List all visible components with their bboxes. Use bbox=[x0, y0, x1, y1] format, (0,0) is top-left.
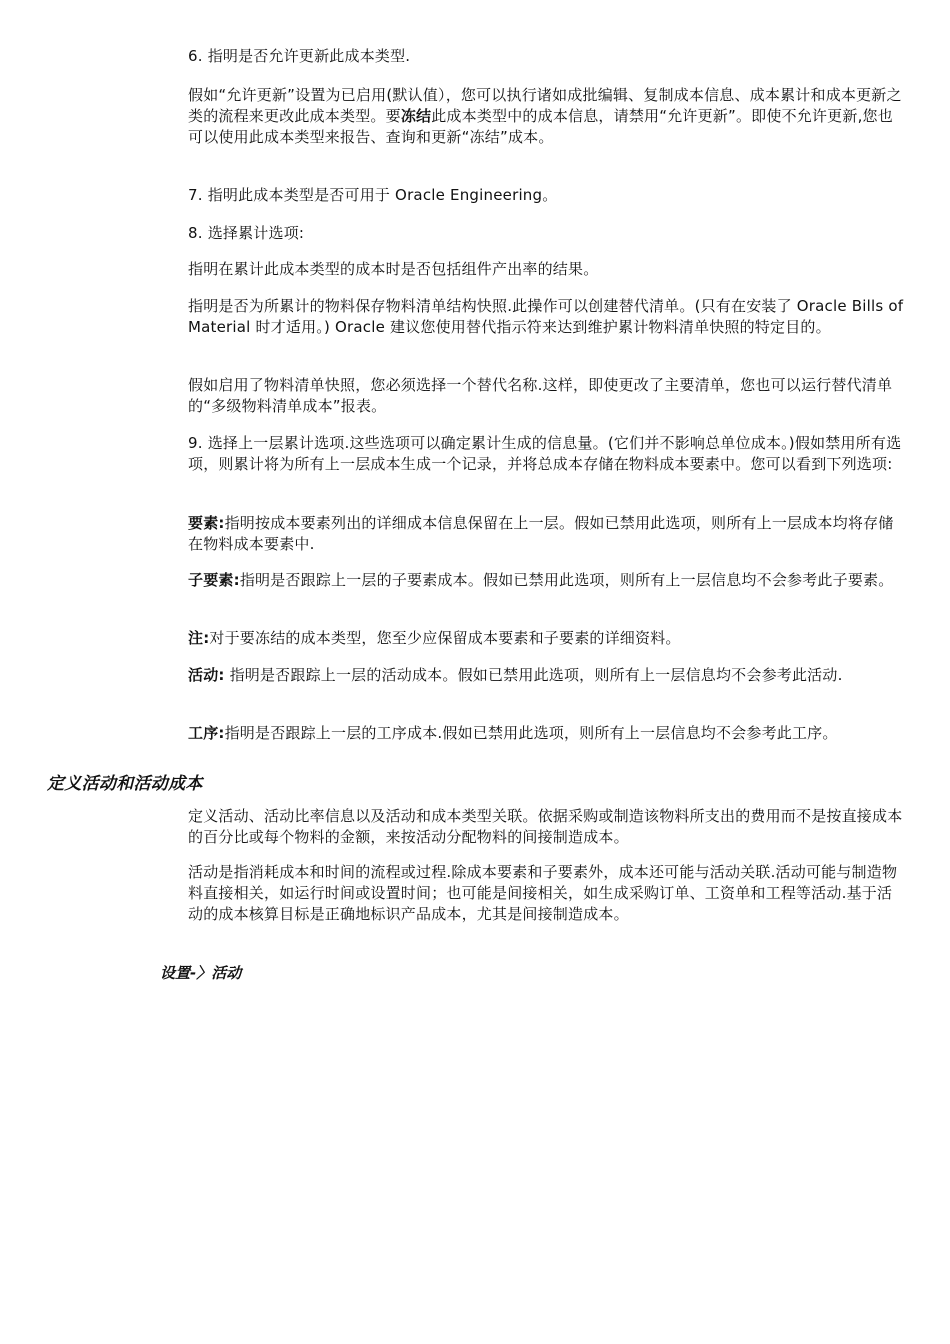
option-text: 指明是否跟踪上一层的工序成本.假如已禁用此选项，则所有上一层信息均不会参考此工序。 bbox=[224, 724, 838, 742]
step-7 bbox=[188, 185, 904, 206]
option-operation bbox=[188, 723, 904, 744]
step-number: 6. bbox=[188, 47, 203, 65]
option-note bbox=[188, 628, 904, 649]
step-text: 选择上一层累计选项.这些选项可以确定累计生成的信息量。(它们并不影响总单位成本。)假如禁用所有选项，则累计将为所有上一层成本生成一个记录，并将总成本存储在物料成本要素中。您可以看到下列选项: bbox=[188, 434, 902, 473]
option-element bbox=[188, 513, 904, 555]
step-text: 指明是否允许更新此成本类型. bbox=[207, 47, 411, 65]
step-8-para-3: 假如启用了物料清单快照，您必须选择一个替代名称.这样，即使更改了主要清单，您也可以运行替代清单的“多级物料清单成本”报表。 bbox=[188, 376, 893, 415]
step-8-para-1: 指明在累计此成本类型的成本时是否包括组件产出率的结果。 bbox=[188, 260, 599, 278]
detail-text: 假如“允许更新”设置为已启用(默认值），您可以执行诸如成批编辑、复制成本信息、成本累计和成本更新之类的流程来更改此成本类型。要 bbox=[188, 86, 902, 125]
option-label: 要素: bbox=[188, 514, 225, 532]
section-para-2: 活动是指消耗成本和时间的流程或过程.除成本要素和子要素外，成本还可能与活动关联.活动可能与制造物料直接相关，如运行时间或设置时间；也可能是间接相关，如生成采购订单、工资单和工程等活动.基于活动的成本核算目标是正确地标识产品成本，尤其是间接制造成本。 bbox=[188, 863, 898, 923]
detail-text: 此成本类型中的成本信息，请禁用“允许更新”。即使不允许更新,您也可以使用此成本类型来报告、查询和更新“冻结”成本。 bbox=[188, 107, 893, 146]
step-text: 指明此成本类型是否可用于 Oracle Engineering。 bbox=[207, 186, 558, 204]
step-6 bbox=[188, 46, 904, 67]
step-number: 9. bbox=[188, 434, 203, 452]
section-heading: 定义活动和活动成本 bbox=[47, 774, 203, 794]
option-text: 指明按成本要素列出的详细成本信息保留在上一层。假如已禁用此选项，则所有上一层成本均将存储在物料成本要素中. bbox=[188, 514, 894, 553]
step-6-detail bbox=[188, 85, 904, 148]
step-9 bbox=[188, 433, 904, 475]
navigation-path: 设置-〉活动 bbox=[160, 964, 242, 982]
step-number: 8. bbox=[188, 224, 203, 242]
step-text: 选择累计选项: bbox=[207, 224, 305, 242]
step-number: 7. bbox=[188, 186, 203, 204]
option-label: 工序: bbox=[188, 724, 225, 742]
option-subelement bbox=[188, 570, 904, 591]
option-label: 子要素: bbox=[188, 571, 240, 589]
option-text: 指明是否跟踪上一层的活动成本。假如已禁用此选项，则所有上一层信息均不会参考此活动. bbox=[224, 666, 843, 684]
option-text: 对于要冻结的成本类型，您至少应保留成本要素和子要素的详细资料。 bbox=[209, 629, 681, 647]
section-para-1: 定义活动、活动比率信息以及活动和成本类型关联。依据采购或制造该物料所支出的费用而不是按直接成本的百分比或每个物料的金额，来按活动分配物料的间接制造成本。 bbox=[188, 807, 903, 846]
freeze-term: 冻结 bbox=[400, 107, 432, 125]
option-label: 活动: bbox=[188, 666, 225, 684]
step-8-para-2: 指明是否为所累计的物料保存物料清单结构快照.此操作可以创建替代清单。(只有在安装了 Oracle Bills of Material 时才适用。) Oracle 建议您使用替代指示符来达到维护累计物料清单快照的特定目的。 bbox=[188, 297, 904, 336]
option-label: 注: bbox=[188, 629, 210, 647]
step-8 bbox=[188, 223, 904, 244]
option-text: 指明是否跟踪上一层的子要素成本。假如已禁用此选项，则所有上一层信息均不会参考此子要素。 bbox=[239, 571, 894, 589]
option-activity bbox=[188, 665, 904, 686]
